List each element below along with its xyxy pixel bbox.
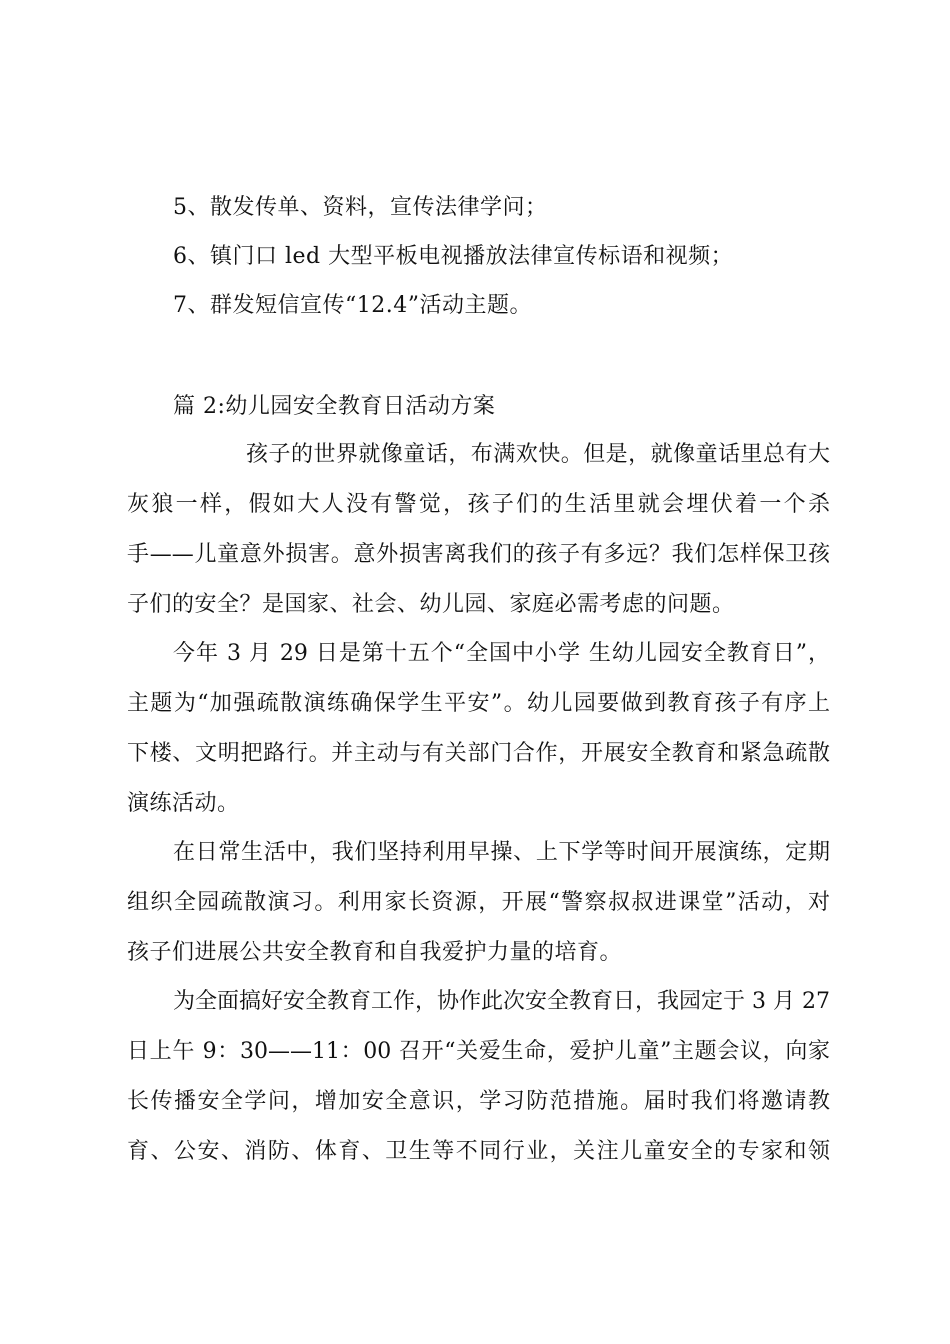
paragraph-3-line-2: 组织全园疏散演习。利用家长资源，开展“警察叔叔进课堂”活动，对 bbox=[127, 890, 830, 915]
list-item-7: 7、群发短信宣传“12.4”活动主题。 bbox=[173, 293, 532, 318]
paragraph-4-line-3: 长传播安全学问，增加安全意识，学习防范措施。届时我们将邀请教 bbox=[127, 1089, 830, 1114]
paragraph-4-line-4: 育、公安、消防、体育、卫生等不同行业，关注儿童安全的专家和领 bbox=[127, 1139, 830, 1164]
paragraph-1-line-1: 孩子的世界就像童话，布满欢快。但是，就像童话里总有大 bbox=[246, 442, 830, 467]
paragraph-2-line-3: 下楼、文明把路行。并主动与有关部门合作，开展安全教育和紧急疏散 bbox=[127, 741, 830, 766]
paragraph-2-line-1: 今年 3 月 29 日是第十五个“全国中小学 生幼儿园安全教育日”， bbox=[173, 641, 830, 666]
paragraph-3-line-1: 在日常生活中，我们坚持利用早操、上下学等时间开展演练，定期 bbox=[173, 840, 830, 865]
paragraph-3-line-3: 孩子们进展公共安全教育和自我爱护力量的培育。 bbox=[127, 940, 623, 965]
paragraph-2-line-2: 主题为“加强疏散演练确保学生平安”。幼儿园要做到教育孩子有序上 bbox=[127, 691, 830, 716]
list-item-6: 6、镇门口 led 大型平板电视播放法律宣传标语和视频； bbox=[173, 244, 734, 269]
list-item-5: 5、散发传单、资料，宣传法律学问； bbox=[173, 195, 548, 220]
paragraph-1-line-4: 子们的安全？是国家、社会、幼儿园、家庭必需考虑的问题。 bbox=[127, 592, 735, 617]
section-heading: 篇 2:幼儿园安全教育日活动方案 bbox=[173, 394, 496, 419]
paragraph-2-line-4: 演练活动。 bbox=[127, 791, 240, 816]
paragraph-1-line-2: 灰狼一样，假如大人没有警觉，孩子们的生活里就会埋伏着一个杀 bbox=[127, 492, 830, 517]
paragraph-4-line-1: 为全面搞好安全教育工作，协作此次安全教育日，我园定于 3 月 27 bbox=[173, 989, 830, 1014]
paragraph-1-line-3: 手——儿童意外损害。意外损害离我们的孩子有多远？我们怎样保卫孩 bbox=[127, 542, 830, 567]
paragraph-4-line-2: 日上午 9：30——11：00 召开“关爱生命，爱护儿童”主题会议，向家 bbox=[127, 1039, 830, 1064]
